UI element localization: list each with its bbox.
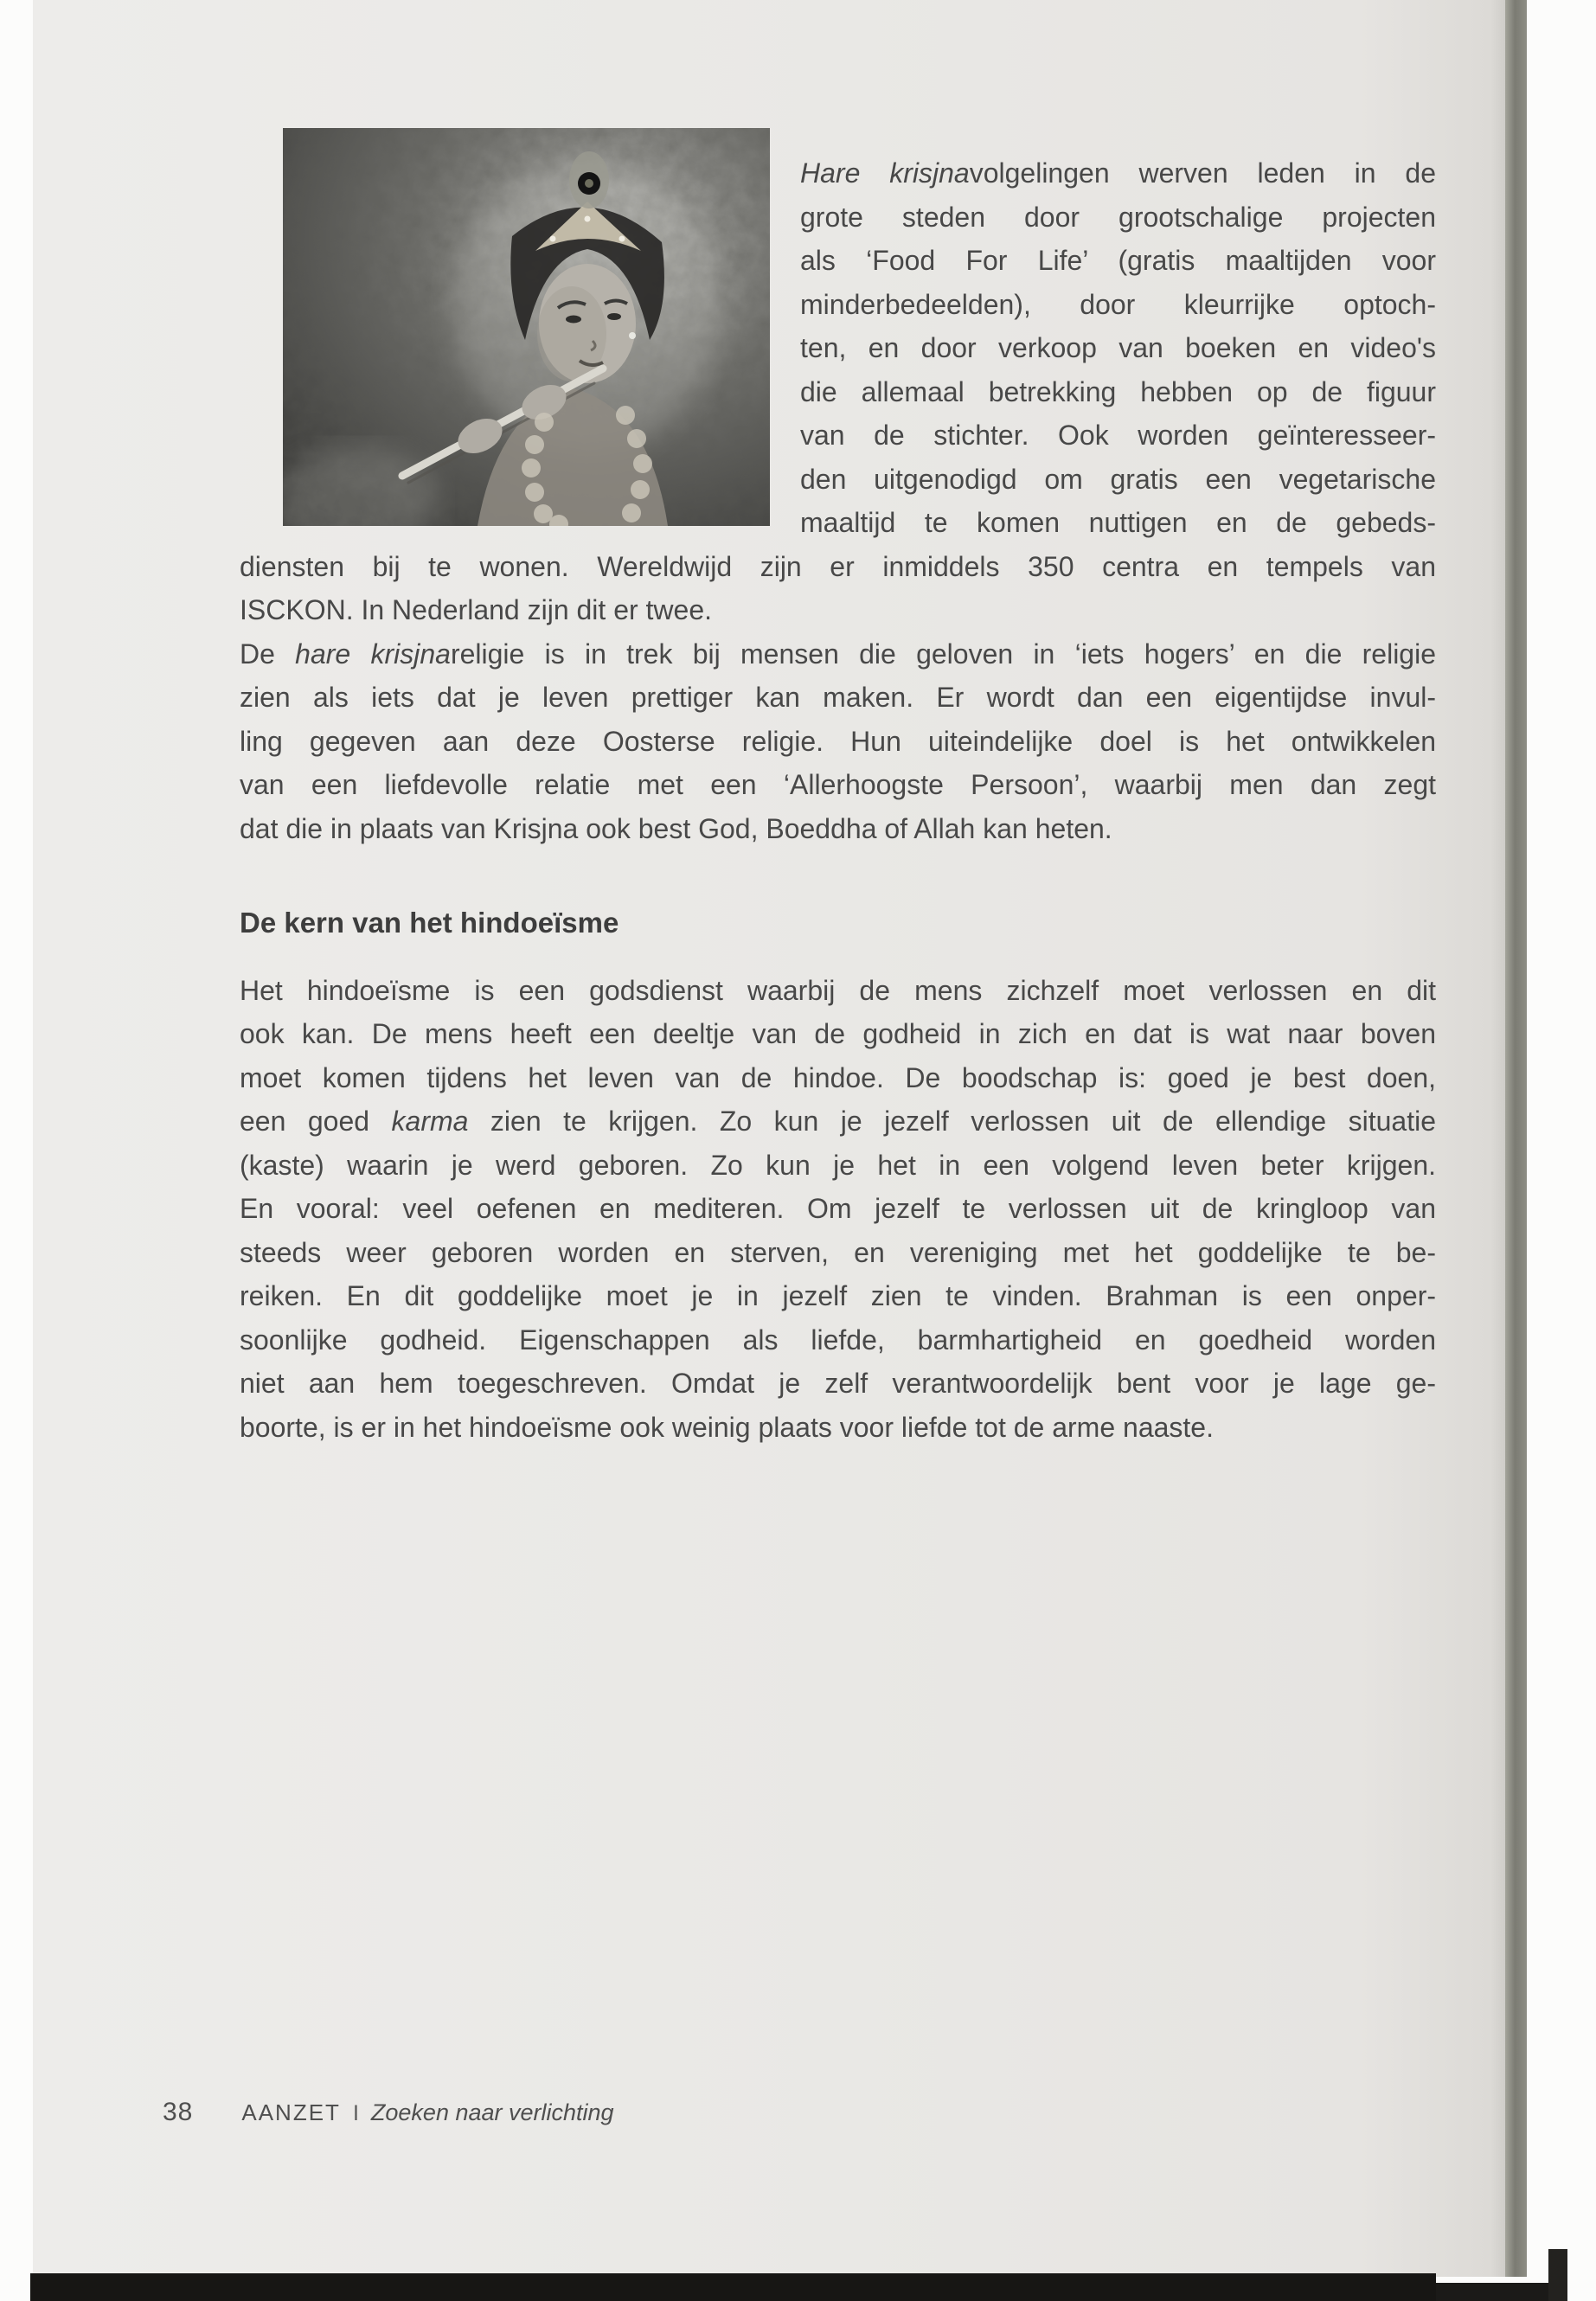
- text-line: ling gegeven aan deze Oosterse religie. Hun uiteindelijke doel is het ontwikkelen: [240, 725, 1436, 757]
- text-line: zien als iets dat je leven prettiger kan maken. Er wordt dan een eigentijdse invul-: [240, 682, 1436, 713]
- text-line: diensten bij te wonen. Wereldwijd zijn er inmiddels 350 centra en tempels van: [240, 550, 1436, 582]
- text-line: steeds weer geboren worden en sterven, en vereniging met het goddelijke te be-: [240, 1236, 1436, 1268]
- text-line: van een liefdevolle relatie met een ‘Allerhoogste Persoon’, waarbij men dan zegt: [240, 769, 1436, 800]
- scan-black-bar: [30, 2273, 1436, 2301]
- text-line: minderbedeelden), door kleurrijke optoch-: [800, 288, 1436, 320]
- intro-section: [240, 128, 1436, 850]
- text-line: grote steden door grootschalige projecten: [800, 201, 1436, 233]
- text-line: moet komen tijdens het leven van de hindoe. De boodschap is: goed je best doen,: [240, 1061, 1436, 1093]
- footer-divider: I: [352, 2101, 359, 2125]
- page-edge-strip: [1505, 0, 1527, 2277]
- text-line: niet aan hem toegeschreven. Omdat je zelf verantwoordelijk bent voor je lage ge-: [240, 1368, 1436, 1399]
- text-line: dat die in plaats van Krisjna ook best God, Boeddha of Allah kan heten.: [240, 812, 1112, 844]
- page-content: [240, 128, 1436, 1449]
- page-footer: [163, 2098, 614, 2127]
- footer-chapter-title: Zoeken naar verlichting: [370, 2099, 614, 2125]
- text-line: maaltijd te komen nuttigen en de gebeds-: [800, 507, 1436, 538]
- text-line: den uitgenodigd om gratis een vegetarische: [800, 463, 1436, 495]
- text-line: die allemaal betrekking hebben op de figuur: [800, 375, 1436, 407]
- text-line: Het hindoeïsme is een godsdienst waarbij de mens zichzelf moet verlossen en dit: [240, 974, 1436, 1006]
- footer-series-title: AANZET: [241, 2099, 341, 2125]
- page-number: 38: [163, 2098, 194, 2126]
- text-line: soonlijke godheid. Eigenschappen als liefde, barmhartigheid en goedheid worden: [240, 1324, 1436, 1356]
- text-line: boorte, is er in het hindoeïsme ook weinig plaats voor liefde tot de arme naaste.: [240, 1411, 1214, 1443]
- body-section: [240, 945, 1436, 1450]
- text-line: ook kan. De mens heeft een deeltje van de godheid in zich en dat is wat naar boven: [240, 1018, 1436, 1049]
- scan-black-bar-right: [1436, 2283, 1564, 2301]
- text-line: (kaste) waarin je werd geboren. Zo kun je het in een volgend leven beter krijgen.: [240, 1149, 1436, 1181]
- text-line: ISCKON. In Nederland zijn dit er twee.: [240, 594, 713, 625]
- text-line: De hare krisjnareligie is in trek bij mensen die geloven in ‘iets hogers’ en die religie: [240, 638, 1437, 670]
- text-line: ten, en door verkoop van boeken en video's: [800, 332, 1436, 363]
- text-line: En vooral: veel oefenen en mediteren. Om jezelf te verlossen uit de kringloop van: [240, 1193, 1436, 1224]
- text-line: van de stichter. Ook worden geïnteresseer-: [800, 420, 1436, 451]
- scan-black-corner: [1548, 2249, 1567, 2301]
- text-line: een goed karma zien te krijgen. Zo kun je jezelf verlossen uit de ellendige situatie: [240, 1106, 1437, 1137]
- text-line: Hare krisjnavolgelingen werven leden in de: [800, 157, 1437, 189]
- text-line: als ‘Food For Life’ (gratis maaltijden voor: [800, 245, 1436, 276]
- krishna-flute-photo: [283, 128, 770, 526]
- section-heading: De kern van het hindoeïsme: [240, 907, 619, 939]
- text-line: reiken. En dit goddelijke moet je in jezelf zien te vinden. Brahman is een onper-: [240, 1280, 1436, 1311]
